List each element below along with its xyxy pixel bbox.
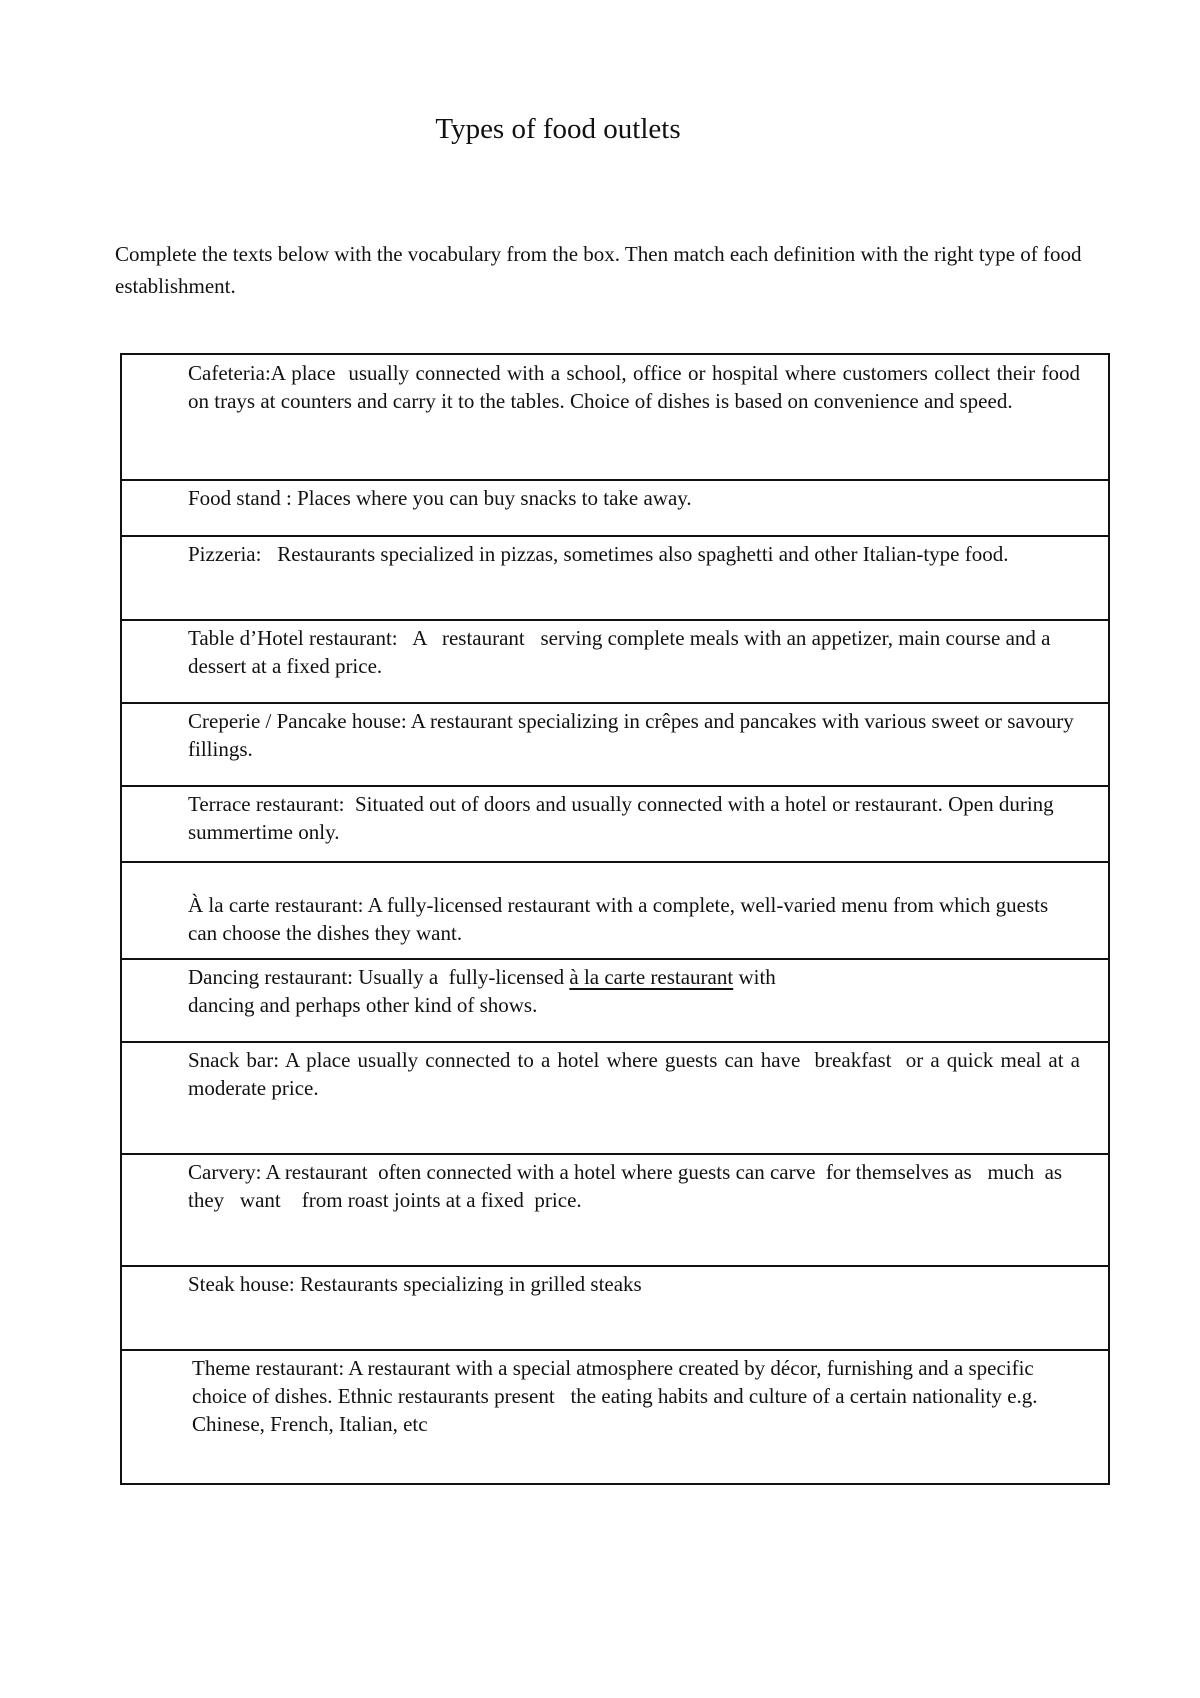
- entry-text: Table d’Hotel restaurant: A restaurant serving complete meals with an appetizer, main course and a dessert at a fixed price.: [188, 626, 1056, 678]
- page-title: Types of food outlets: [435, 113, 681, 145]
- entry-creperie: [122, 702, 1108, 785]
- entry-snack-bar: [122, 1041, 1108, 1153]
- entry-text: Snack bar: A place usually connected to a hotel where guests can have breakfast or a quick meal at a moderate price.: [188, 1048, 1086, 1100]
- entry-dancing: [122, 958, 1108, 1041]
- entry-cafeteria: [122, 355, 1108, 479]
- entry-pizzeria: [122, 535, 1108, 619]
- entry-text: Terrace restaurant: Situated out of doors and usually connected with a hotel or restaurant. Open during summertime only.: [188, 792, 1059, 844]
- entry-text: Creperie / Pancake house: A restaurant specializing in crêpes and pancakes with various sweet or savoury fillings.: [188, 709, 1080, 761]
- underlined-term: à la carte restaurant: [569, 965, 734, 989]
- entry-food-stand: [122, 479, 1108, 535]
- entry-text-part: dancing and perhaps other kind of shows.: [188, 993, 538, 1017]
- entry-text-part: Dancing restaurant: Usually a fully-licensed: [188, 965, 570, 989]
- entry-table-dhotel: [122, 619, 1108, 702]
- definitions-box: [120, 353, 1110, 1485]
- entry-theme: [122, 1349, 1108, 1483]
- entry-text: Carvery: A restaurant often connected with a hotel where guests can carve for themselves as much as they want from roast joints at a fixed price.: [188, 1160, 1078, 1212]
- entry-text: Food stand : Places where you can buy snacks to take away.: [188, 486, 692, 510]
- entry-text-part: with: [733, 965, 776, 989]
- entry-carvery: [122, 1153, 1108, 1265]
- entry-terrace: [122, 785, 1108, 861]
- entry-text: Steak house: Restaurants specializing in grilled steaks: [188, 1272, 642, 1296]
- entry-text: Cafeteria:A place usually connected with a school, office or hospital where customers collect their food on trays at counters and carry it to the tables. Choice of dishes is based on convenience and speed.: [188, 361, 1086, 413]
- entry-text: Pizzeria: Restaurants specialized in pizzas, sometimes also spaghetti and other Italian-type food.: [188, 542, 1009, 566]
- entry-text: Theme restaurant: A restaurant with a special atmosphere created by décor, furnishing and a specific choice of dishes. Ethnic restaurants present the eating habits and culture of a certain nationality e.g. Chinese, French, Italian, etc: [192, 1356, 1043, 1436]
- entry-text: À la carte restaurant: A fully-licensed restaurant with a complete, well-varied menu from which guests can choose the dishes they want.: [188, 893, 1054, 945]
- entry-steak-house: [122, 1265, 1108, 1349]
- entry-a-la-carte: [122, 861, 1108, 958]
- instructions: Complete the texts below with the vocabulary from the box. Then match each definition with the right type of food establishment.: [115, 242, 1082, 298]
